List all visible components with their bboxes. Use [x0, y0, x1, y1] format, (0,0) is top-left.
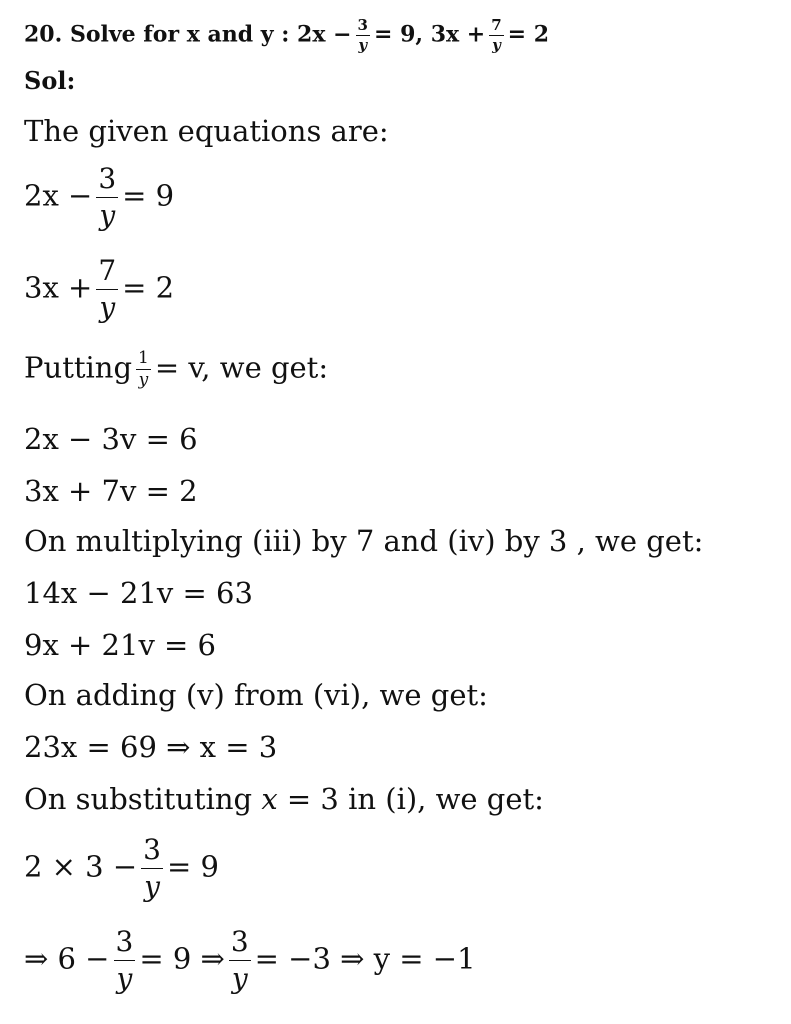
equation-iii: 2x − 3v = 6 [24, 422, 198, 456]
fraction: $\frac{3}{y}$ [98, 162, 117, 232]
problem-text: Solve for x and y : [69, 21, 290, 48]
sol-label: Sol: [24, 66, 76, 95]
substituted-equation: 2 × 3 − $\frac{3}{y}$ = 9 [24, 833, 219, 903]
fraction: $\frac{3}{y}$ [143, 833, 161, 903]
substitution-line: Putting $\frac{1}{y}$ = v, we get: [24, 348, 329, 390]
problem-eq1-left: 2x − [297, 21, 352, 48]
fraction: $\frac{7}{y}$ [98, 254, 117, 324]
equation-i: 2x − $\frac{3}{y}$ = 9 [24, 162, 175, 232]
equation-vi: 9x + 21v = 6 [24, 628, 217, 662]
problem-eq2-right: = 2 [507, 21, 550, 48]
equation-v: 14x − 21v = 63 [24, 576, 253, 610]
fraction: $\frac{3}{y}$ [115, 925, 134, 995]
problem-statement [24, 18, 549, 53]
fraction: $\frac{1}{y}$ [138, 348, 149, 390]
equation-ii: 3x + $\frac{7}{y}$ = 2 [24, 254, 175, 324]
problem-eq1-right: = 9, 3x + [373, 21, 486, 48]
fraction: $\frac{3}{y}$ [230, 925, 249, 995]
problem-number: 20. [24, 21, 63, 48]
substituting-text: On substituting x = 3 in (i), we get: [24, 782, 544, 816]
adding-text: On adding (v) from (vi), we get: [24, 678, 488, 712]
problem-fraction-1: $\frac{3}{y}$ [357, 16, 368, 54]
multiply-text: On multiplying (iii) by 7 and (iv) by 3 , we get: [24, 524, 704, 558]
problem-fraction-2: $\frac{7}{y}$ [491, 16, 502, 54]
given-text: The given equations are: [24, 114, 389, 148]
final-result: ⇒ 6 − $\frac{3}{y}$ = 9 ⇒ $\frac{3}{y}$ = −3 ⇒ y = −1 [24, 925, 476, 995]
equation-iv: 3x + 7v = 2 [24, 474, 198, 508]
result-x: 23x = 69 ⇒ x = 3 [24, 730, 278, 764]
